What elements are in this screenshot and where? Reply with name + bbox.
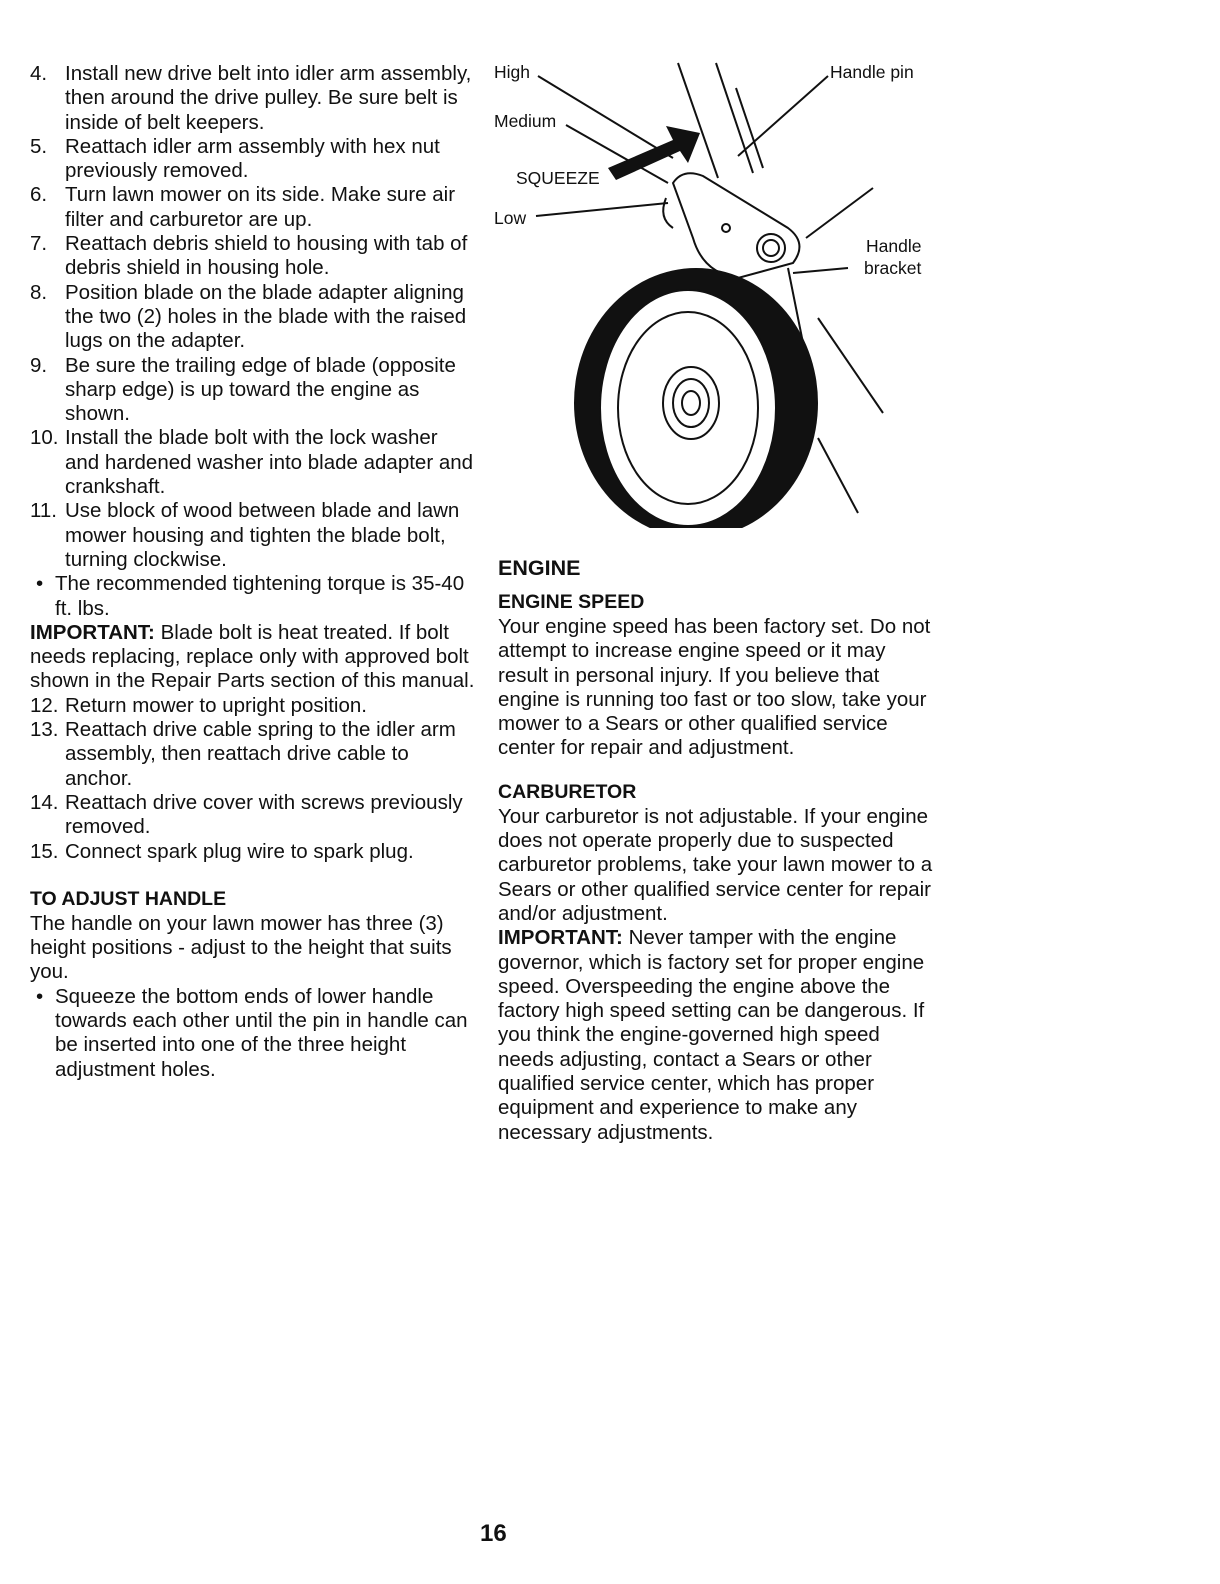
label-bracket: bracket <box>864 258 922 278</box>
step-text: Turn lawn mower on its side. Make sure air filter and carburetor are up. <box>65 183 456 231</box>
adjust-handle-heading: TO ADJUST HANDLE <box>30 887 227 910</box>
step-number: 14. <box>30 790 59 814</box>
step-number: 10. <box>30 426 59 450</box>
important-text: Never tamper with the engine governor, which is factory set for proper engine speed. Overspeeding the engine above the factory high speed setting can be dangerous. If you think the engine-governed high speed needs adjusting, contact a Sears or other qualified service center, which has proper equipment and experience to make any necessary adjustments. <box>498 926 925 1144</box>
step-6 <box>30 183 475 232</box>
page-number: 16 <box>480 1520 507 1547</box>
step-text: Connect spark plug wire to spark plug. <box>65 839 414 863</box>
torque-bullet <box>30 572 475 621</box>
important-note <box>30 621 475 694</box>
step-number: 12. <box>30 693 59 717</box>
step-number: 5. <box>30 134 48 158</box>
step-number: 4. <box>30 62 48 85</box>
engine-speed-text: Your engine speed has been factory set. Do not attempt to increase engine speed or it may result in personal injury. If you believe that engine is running too fast or too slow, take your mower to a Sears or other qualified service center for repair and adjustment. <box>498 615 931 760</box>
step-number: 13. <box>30 718 59 742</box>
label-high: High <box>494 62 530 82</box>
step-number: 7. <box>30 232 48 256</box>
step-number: 11. <box>30 499 57 523</box>
handle-adjustment-figure <box>488 58 938 528</box>
carburetor-heading: CARBURETOR <box>498 780 637 803</box>
step-text: Reattach idler arm assembly with hex nut previously removed. <box>65 134 440 183</box>
step-11 <box>30 499 475 572</box>
carburetor-important-note <box>498 926 938 1145</box>
step-15 <box>30 840 475 864</box>
step-text: Return mower to upright position. <box>65 693 367 717</box>
step-7 <box>30 232 475 281</box>
adjust-handle-intro: The handle on your lawn mower has three (3) height positions - adjust to the height that suits you. <box>30 911 452 984</box>
important-text: Blade bolt is heat treated. If bolt needs replacing, replace only with approved bolt shown in the Repair Parts section of this manual. <box>30 620 475 693</box>
step-text: Position blade on the blade adapter aligning the two (2) holes in the blade with the raised lugs on the adapter. <box>65 280 467 353</box>
step-9 <box>30 354 475 427</box>
label-handle-pin: Handle pin <box>830 62 914 82</box>
engine-heading: ENGINE <box>498 556 581 580</box>
torque-text: The recommended tightening torque is 35-40 ft. lbs. <box>55 572 465 620</box>
label-medium: Medium <box>494 111 557 131</box>
steps-list-a <box>30 62 475 572</box>
step-number: 6. <box>30 183 48 207</box>
important-label: IMPORTANT: <box>30 620 155 644</box>
step-text: Install new drive belt into idler arm assembly, then around the drive pulley. Be sure belt is inside of belt keepers. <box>65 62 472 134</box>
step-text: Install the blade bolt with the lock washer and hardened washer into blade adapter and crankshaft. <box>65 426 474 499</box>
squeeze-arrow-icon <box>608 126 700 180</box>
bullet-dot: • <box>36 572 44 596</box>
wheel-icon <box>574 268 818 528</box>
step-text: Use block of wood between blade and lawn mower housing and tighten the blade bolt, turning clockwise. <box>65 499 460 571</box>
important-label: IMPORTANT: <box>498 926 623 950</box>
step-number: 15. <box>30 839 59 863</box>
label-low: Low <box>494 208 527 228</box>
spacer <box>498 581 938 589</box>
right-column <box>498 555 938 1145</box>
spacer <box>498 761 938 779</box>
carburetor-text: Your carburetor is not adjustable. If your engine does not operate properly due to suspected carburetor problems, take your lawn mower to a Sears or other qualified service center for repair and/or adjustment. <box>498 804 933 925</box>
step-number: 9. <box>30 353 48 377</box>
adjust-handle-bullet <box>30 985 475 1082</box>
step-14 <box>30 791 475 840</box>
label-handle: Handle <box>866 236 922 256</box>
step-4 <box>30 62 475 135</box>
step-12 <box>30 694 475 718</box>
step-text: Reattach drive cable spring to the idler arm assembly, then reattach drive cable to anchor. <box>65 718 456 790</box>
label-squeeze: SQUEEZE <box>516 168 600 188</box>
left-column <box>30 62 475 1082</box>
step-5 <box>30 135 475 184</box>
step-text: Reattach debris shield to housing with tab of debris shield in housing hole. <box>65 232 468 280</box>
step-number: 8. <box>30 280 48 304</box>
engine-speed-heading: ENGINE SPEED <box>498 591 645 613</box>
step-13 <box>30 718 475 791</box>
adjust-handle-bullet-text: Squeeze the bottom ends of lower handle towards each other until the pin in handle can be inserted into one of the three height adjustment holes. <box>55 984 468 1081</box>
step-8 <box>30 281 475 354</box>
spacer <box>30 864 475 886</box>
step-text: Reattach drive cover with screws previously removed. <box>65 790 463 839</box>
step-10 <box>30 426 475 499</box>
steps-list-b <box>30 694 475 864</box>
step-text: Be sure the trailing edge of blade (opposite sharp edge) is up toward the engine as shown. <box>65 353 456 426</box>
bullet-dot: • <box>36 984 44 1008</box>
